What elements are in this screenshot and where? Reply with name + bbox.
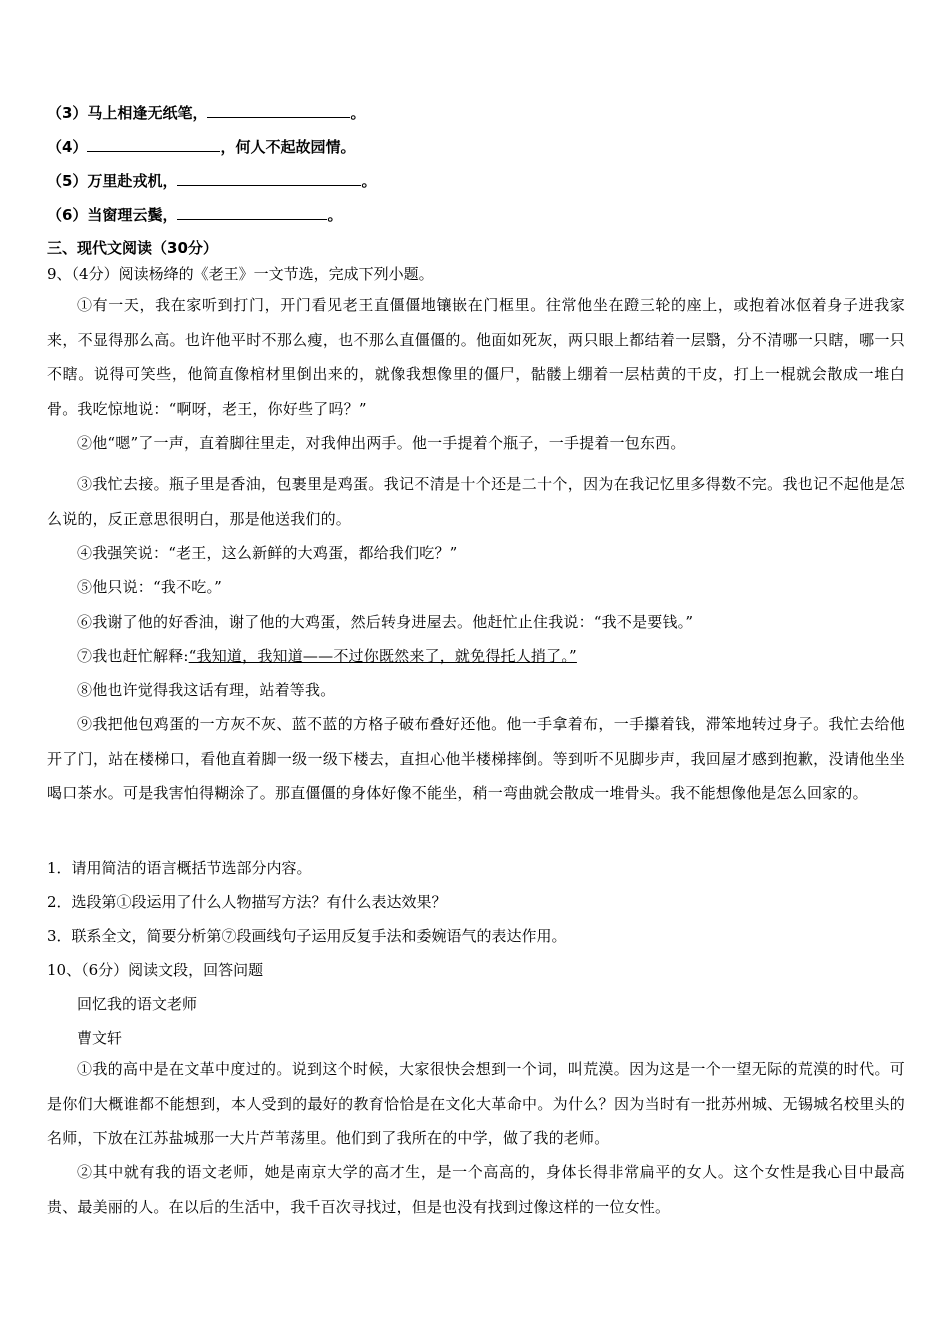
- q4-prefix: （4）: [47, 138, 88, 156]
- q9-paragraph-1: ①有一天，我在家听到打门，开门看见老王直僵僵地镶嵌在门框里。往常他坐在蹬三轮的座上，或抱着冰伛着身子进我家来，不显得那么高。也许他平时不那么瘦，也不那么直僵僵的。他面如死灰，两只眼上都结着一层翳，分不清哪一只瞎，哪一只不瞎。说得可笑些，他简直像棺材里倒出来的，就像我想像里的僵尸，骷髅上绷着一层枯黄的干皮，打上一棍就会散成一堆白骨。我吃惊地说：“啊呀，老王，你好些了吗？”: [47, 296, 905, 418]
- q5-suffix: 。: [361, 172, 377, 190]
- q9-paragraph-7: [47, 639, 905, 674]
- q9-paragraph-8: ⑧他也许觉得我这话有理，站着等我。: [77, 681, 336, 699]
- q9-paragraph-2: ②他“嗯”了一声，直着脚往里走，对我伸出两手。他一手提着个瓶子，一手提着一包东西。: [77, 434, 686, 452]
- q4-suffix: ，何人不起故园情。: [220, 138, 356, 156]
- q9-paragraph-9: ⑨我把他包鸡蛋的一方灰不灰、蓝不蓝的方格子破布叠好还他。他一手拿着布，一手攥着钱，滞笨地转过身子。我忙去给他开了门，站在楼梯口，看他直着脚一级一级下楼去，直担心他半楼梯摔倒。等到听不见脚步声，我回屋才感到抱歉，没请他坐坐喝口茶水。可是我害怕得糊涂了。那直僵僵的身体好像不能坐，稍一弯曲就会散成一堆骨头。我不能想像他是怎么回家的。: [47, 715, 905, 802]
- q6-suffix: 。: [327, 206, 343, 224]
- q10-paragraph-1: ①我的高中是在文革中度过的。说到这个时候，大家很快会想到一个词，叫荒漠。因为这是一个一望无际的荒漠的时代。可是你们大概谁都不能想到，本人受到的最好的教育恰恰是在文化大革命中。为什么？因为当时有一批苏州城、无锡城名校里头的名师，下放在江苏盐城那一大片芦苇荡里。他们到了我所在的中学，做了我的老师。: [47, 1060, 905, 1147]
- q9-paragraph-5: ⑤他只说：“我不吃。”: [77, 578, 223, 596]
- q6-answer-blank[interactable]: [177, 205, 327, 220]
- q3-answer-blank[interactable]: [207, 103, 350, 118]
- q9-subquestion-3: 3．联系全文，简要分析第⑦段画线句子运用反复手法和委婉语气的表达作用。: [47, 927, 567, 945]
- q6-prefix: （6）当窗理云鬓，: [47, 206, 178, 224]
- fill-in-q5: [47, 171, 376, 191]
- q10-intro: 10、（6分）阅读文段，回答问题: [47, 961, 264, 979]
- section-3-heading: 三、现代文阅读（30分）: [47, 239, 218, 257]
- q9-intro: 9、（4分）阅读杨绛的《老王》一文节选，完成下列小题。: [47, 265, 434, 283]
- fill-in-q3: [47, 103, 365, 123]
- q9-paragraph-7-underlined-sentence: “我知道，我知道——不过你既然来了，就免得托人捎了。”: [188, 647, 577, 665]
- fill-in-q6: [47, 205, 342, 225]
- q5-prefix: （5）万里赴戎机，: [47, 172, 178, 190]
- q10-paragraph-2: ②其中就有我的语文老师，她是南京大学的高才生，是一个高高的，身体长得非常扁平的女人。这个女性是我心目中最高贵、最美丽的人。在以后的生活中，我千百次寻找过，但是也没有找到过像这样的一位女性。: [47, 1163, 905, 1216]
- q5-answer-blank[interactable]: [177, 171, 361, 186]
- q9-paragraph-3: ③我忙去接。瓶子里是香油，包裹里是鸡蛋。我记不清是十个还是二十个，因为在我记忆里多得数不完。我也记不起他是怎么说的，反正意思很明白，那是他送我们的。: [47, 475, 905, 528]
- q3-prefix: （3）马上相逢无纸笔，: [47, 104, 208, 122]
- q3-suffix: 。: [350, 104, 366, 122]
- fill-in-q4: [47, 137, 355, 157]
- q10-article-title: 回忆我的语文老师: [77, 995, 198, 1013]
- q9-paragraph-6: ⑥我谢了他的好香油，谢了他的大鸡蛋，然后转身进屋去。他赶忙止住我说：“我不是要钱。”: [77, 613, 694, 631]
- q9-subquestion-2: 2．选段第①段运用了什么人物描写方法？有什么表达效果？: [47, 893, 447, 911]
- q9-paragraph-7-lead: ⑦我也赶忙解释:: [77, 647, 189, 665]
- q9-paragraph-4: ④我强笑说：“老王，这么新鲜的大鸡蛋，都给我们吃？”: [77, 544, 458, 562]
- q10-article-author: 曹文轩: [77, 1029, 123, 1047]
- q9-subquestion-1: 1．请用简洁的语言概括节选部分内容。: [47, 859, 312, 877]
- q4-answer-blank[interactable]: [87, 137, 220, 152]
